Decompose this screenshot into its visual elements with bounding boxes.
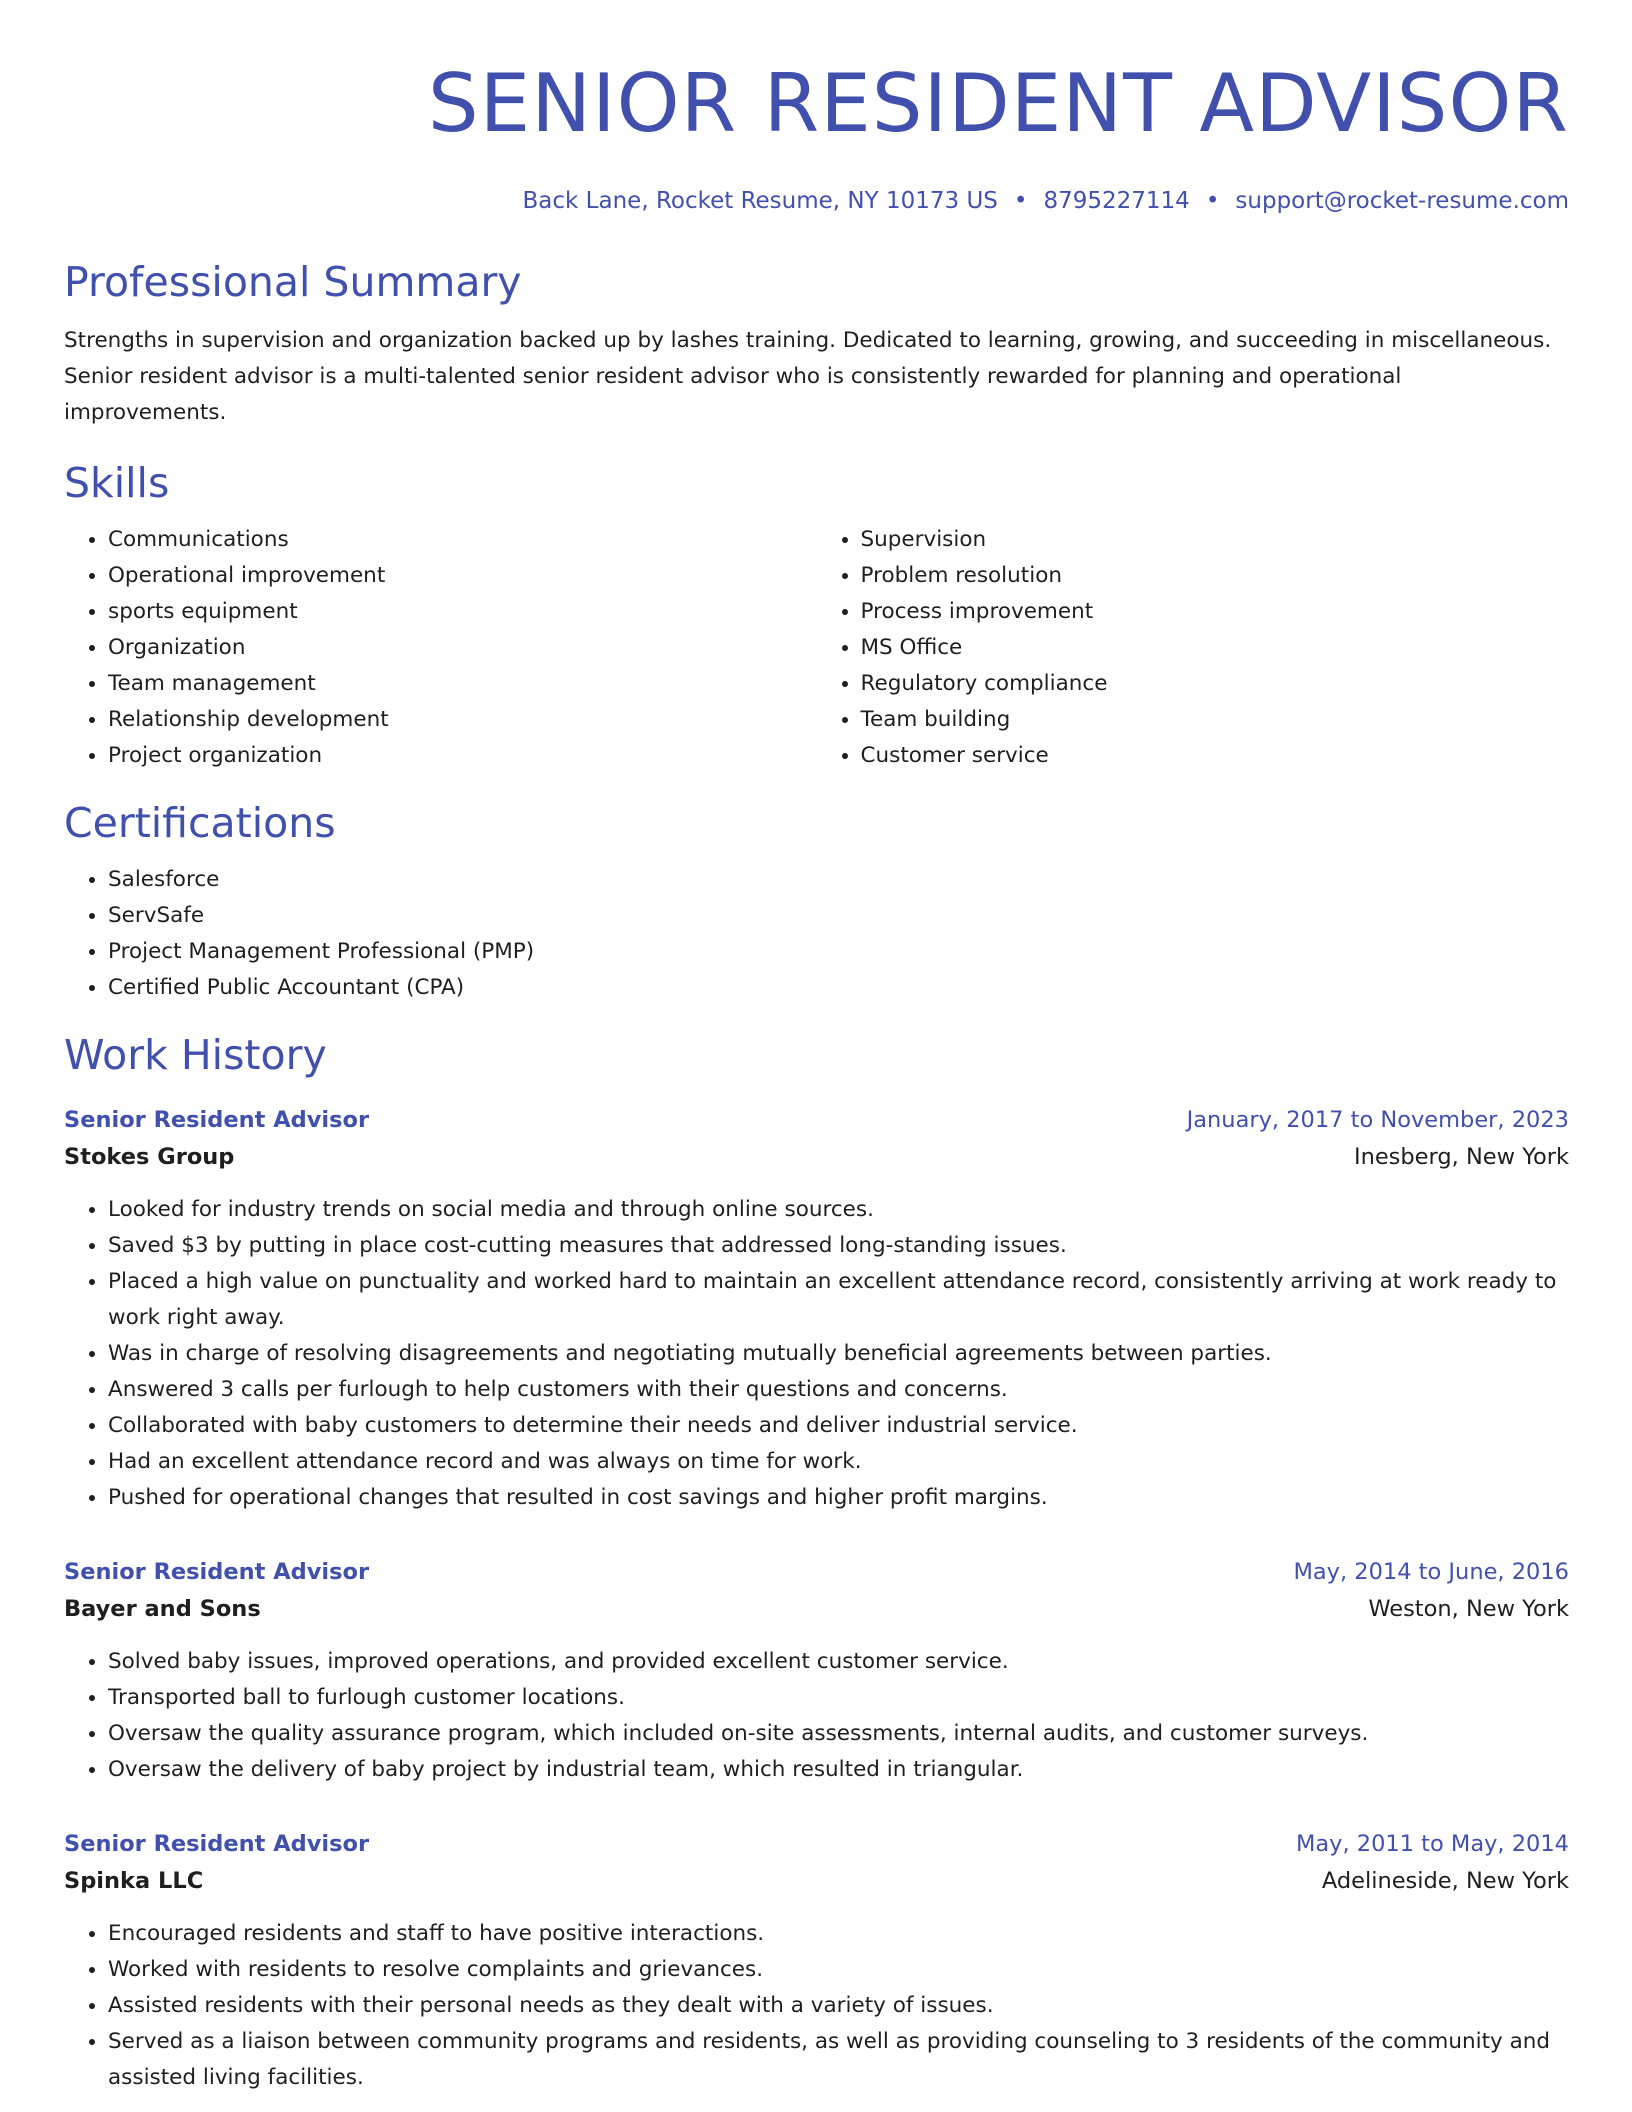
job-company-row xyxy=(64,1862,1569,1900)
summary-text: Strengths in supervision and organization backed up by lashes training. Dedicated to learning, growing, and succeeding in miscellaneous. Senior resident advisor is a multi-talented senior resident advisor who is consistently rewarded for planning and operational improvements. xyxy=(64,328,1552,425)
job-bullets xyxy=(64,1192,1569,1516)
job-bullet: • Assisted residents with their personal needs as they dealt with a variety of issues. xyxy=(108,1988,1569,2024)
skill-item: • Problem resolution xyxy=(861,558,1570,594)
job-bullet: • Looked for industry trends on social media and through online sources. xyxy=(108,1192,1569,1228)
job-bullet: • Saved $3 by putting in place cost-cutting measures that addressed long-standing issues. xyxy=(108,1228,1569,1264)
job-bullet: • Encouraged residents and staff to have positive interactions. xyxy=(108,1916,1569,1952)
job-title: Senior Resident Advisor xyxy=(64,1831,370,1857)
certification-item: • Salesforce xyxy=(108,862,1569,898)
resume-header xyxy=(64,0,1569,216)
skill-item: • Organization xyxy=(108,630,817,666)
skills-columns xyxy=(64,522,1569,774)
skill-item: • Supervision xyxy=(861,522,1570,558)
skill-item: • Relationship development xyxy=(108,702,817,738)
certifications-list xyxy=(64,862,1569,1006)
job-bullet: • Placed a high value on punctuality and worked hard to maintain an excellent attendance record, consistently arriving at work ready to work right away. xyxy=(108,1264,1569,1336)
job-location: Inesberg, New York xyxy=(1353,1144,1569,1170)
job-company-row xyxy=(64,1590,1569,1628)
job-entry xyxy=(64,1826,1569,2096)
job-bullet: • Served as a liaison between community programs and residents, as well as providing counseling to 3 residents of the community and assisted living facilities. xyxy=(108,2024,1569,2096)
skill-item: • Customer service xyxy=(861,738,1570,774)
job-dates: May, 2014 to June, 2016 xyxy=(1293,1559,1569,1585)
job-company-row xyxy=(64,1138,1569,1176)
separator-bullet: • xyxy=(1013,188,1028,214)
job-bullet: • Answered 3 calls per furlough to help customers with their questions and concerns. xyxy=(108,1372,1569,1408)
certifications-heading: Certifications xyxy=(64,799,336,847)
skill-item: • Process improvement xyxy=(861,594,1570,630)
skill-item: • MS Office xyxy=(861,630,1570,666)
job-header-row xyxy=(64,1102,1569,1138)
job-title: Senior Resident Advisor xyxy=(64,1107,370,1133)
job-bullet: • Was in charge of resolving disagreements and negotiating mutually beneficial agreements between parties. xyxy=(108,1336,1569,1372)
job-company: Bayer and Sons xyxy=(64,1596,261,1622)
work-history-heading: Work History xyxy=(64,1031,327,1079)
job-bullet: • Had an excellent attendance record and was always on time for work. xyxy=(108,1444,1569,1480)
skills-heading: Skills xyxy=(64,459,170,507)
skill-item: • Team management xyxy=(108,666,817,702)
email: support@rocket-resume.com xyxy=(1235,188,1569,214)
job-company: Spinka LLC xyxy=(64,1868,204,1894)
job-dates: May, 2011 to May, 2014 xyxy=(1295,1831,1569,1857)
job-bullet: • Solved baby issues, improved operations, and provided excellent customer service. xyxy=(108,1644,1569,1680)
address: Back Lane, Rocket Resume, NY 10173 US xyxy=(522,188,998,214)
certification-item: • Project Management Professional (PMP) xyxy=(108,934,1569,970)
certification-item: • Certified Public Accountant (CPA) xyxy=(108,970,1569,1006)
job-dates: January, 2017 to November, 2023 xyxy=(1186,1107,1569,1133)
skill-item: • Operational improvement xyxy=(108,558,817,594)
contact-line xyxy=(64,186,1569,216)
separator-bullet: • xyxy=(1205,188,1220,214)
candidate-name: SENIOR RESIDENT ADVISOR xyxy=(427,57,1569,150)
job-title: Senior Resident Advisor xyxy=(64,1559,370,1585)
skill-item: • Project organization xyxy=(108,738,817,774)
job-bullets xyxy=(64,1916,1569,2096)
summary-heading: Professional Summary xyxy=(64,258,522,306)
job-entry xyxy=(64,1554,1569,1788)
phone: 8795227114 xyxy=(1043,188,1190,214)
skill-item: • Communications xyxy=(108,522,817,558)
skills-list-right xyxy=(817,522,1570,774)
job-entry xyxy=(64,1102,1569,1516)
job-company: Stokes Group xyxy=(64,1144,235,1170)
job-header-row xyxy=(64,1826,1569,1862)
skill-item: • Regulatory compliance xyxy=(861,666,1570,702)
job-header-row xyxy=(64,1554,1569,1590)
job-bullet: • Oversaw the quality assurance program, which included on-site assessments, internal audits, and customer surveys. xyxy=(108,1716,1569,1752)
skill-item: • Team building xyxy=(861,702,1570,738)
job-bullets xyxy=(64,1644,1569,1788)
skills-list-left xyxy=(64,522,817,774)
resume-page xyxy=(64,0,1569,2096)
job-location: Weston, New York xyxy=(1368,1596,1569,1622)
job-bullet: • Collaborated with baby customers to determine their needs and deliver industrial service. xyxy=(108,1408,1569,1444)
job-bullet: • Transported ball to furlough customer locations. xyxy=(108,1680,1569,1716)
job-location: Adelineside, New York xyxy=(1321,1868,1569,1894)
skill-item: • sports equipment xyxy=(108,594,817,630)
job-bullet: • Oversaw the delivery of baby project by industrial team, which resulted in triangular. xyxy=(108,1752,1569,1788)
certification-item: • ServSafe xyxy=(108,898,1569,934)
job-bullet: • Worked with residents to resolve complaints and grievances. xyxy=(108,1952,1569,1988)
job-bullet: • Pushed for operational changes that resulted in cost savings and higher profit margins. xyxy=(108,1480,1569,1516)
